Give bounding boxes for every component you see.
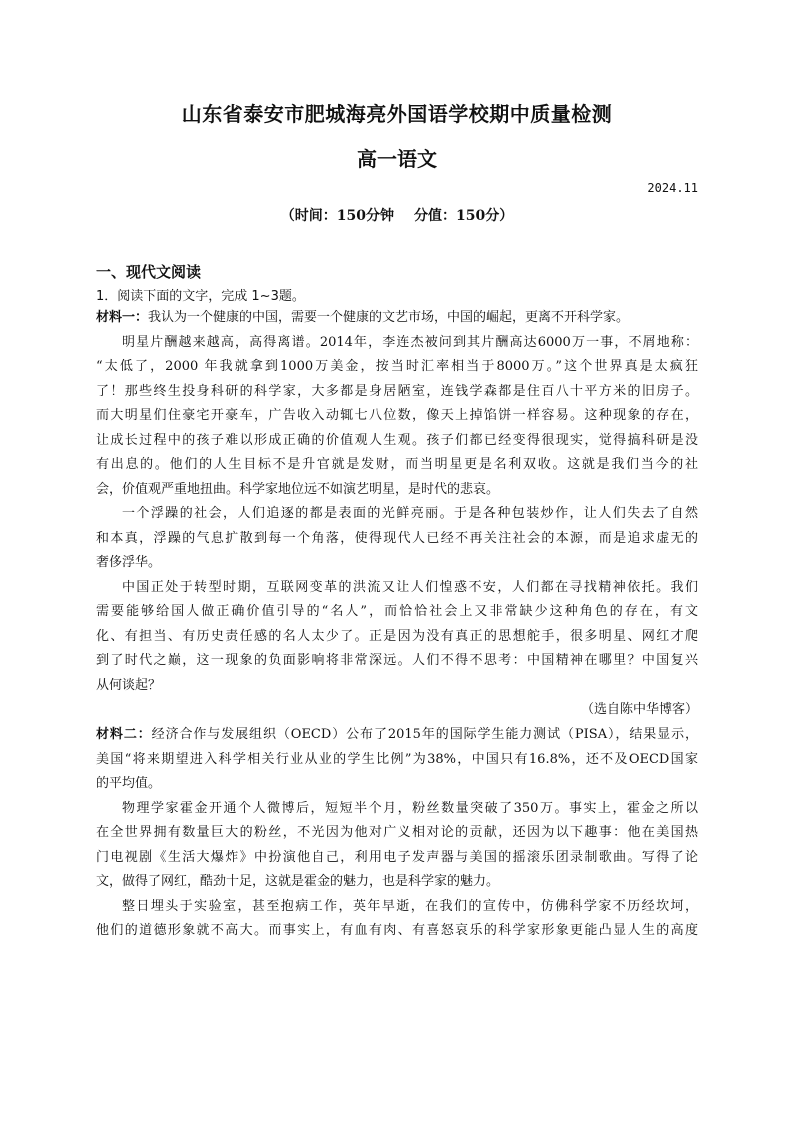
question-intro: 1．阅读下面的文字，完成 1~3题。 <box>96 289 305 304</box>
material-two-label: 材料二： <box>96 727 152 742</box>
material-two <box>96 723 698 944</box>
text-line: 他们的道德形象就不高大。而事实上，有血有肉、有喜怒哀乐的科学家形象更能凸显人生的高度 <box>96 923 698 938</box>
text-line: 文，做得了网红，酷劲十足，这就是霍金的魅力，也是科学家的魅力。 <box>96 874 500 889</box>
material-source: （选自陈中华博客） <box>580 702 698 717</box>
text-line: 整日埋头于实验室，甚至抱病工作，英年早逝，在我们的宣传中，仿佛科学家不历经坎坷， <box>122 898 698 914</box>
material-one-label: 材料一： <box>96 310 149 325</box>
text-line: 有出息的。他们的人生目标不是升官就是发财，而当明星更是名利双收。这就是我们当今的社 <box>96 457 698 472</box>
text-line: 需要能够给国人做正确价值引导的“名人”，而恰恰社会上又非常缺少这种角色的存在，有文 <box>96 604 698 619</box>
text-line: 明星片酬越来越高，高得离谱。2014年，李连杰被问到其片酬高达6000万一事，不屑地称： <box>122 334 698 350</box>
text-line: 了！那些终生投身科研的科学家，大多都是身居陋室，连钱学森都是住百八十平方米的旧房子。 <box>96 383 698 399</box>
text-line: 美国“将来期望进入科学相关行业从业的学生比例”为38%，中国只有16.8%，还不及OECD国家 <box>96 751 698 767</box>
text-line: 会，价值观严重地扭曲。科学家地位远不如演艺明星，是时代的悲哀。 <box>96 481 500 497</box>
text-line: 材料二：经济合作与发展组织（OECD）公布了2015年的国际学生能力测试（PISA），结果显示， <box>96 727 698 742</box>
text-line: 化、有担当、有历史责任感的名人太少了。正是因为没有真正的思想舵手，很多明星、网红才爬 <box>96 628 698 644</box>
text-line: 在全世界拥有数量巨大的粉丝，不光因为他对广义相对论的贡献，还因为以下趣事：他在美国热 <box>96 825 698 840</box>
exam-date: 2024.11 <box>647 181 698 195</box>
document-subtitle: 高一语文 <box>357 147 437 171</box>
document-title: 山东省泰安市肥城海亮外国语学校期中质量检测 <box>181 102 613 126</box>
text-line: 门电视剧《生活大爆炸》中扮演他自己，利用电子发声器与美国的摇滚乐团录制歌曲。写得了论 <box>96 849 698 865</box>
text-line: 到了时代之巅，这一现象的负面影响将非常深远。人们不得不思考：中国精神在哪里？中国复兴 <box>96 653 698 668</box>
time-info: （时间：150分钟 <box>280 208 394 224</box>
text-line: 让成长过程中的孩子难以形成正确的价值观人生观。孩子们都已经变得很现实，觉得搞科研是没 <box>96 432 698 448</box>
text-line: 物理学家霍金开通个人微博后，短短半个月，粉丝数量突破了350万。事实上，霍金之所以 <box>122 800 698 816</box>
text-line: 奢侈浮华。 <box>96 555 162 570</box>
section-title: 一、现代文阅读 <box>96 263 202 281</box>
material-one <box>96 306 698 723</box>
exam-info <box>0 205 794 225</box>
text-line: 的平均值。 <box>96 776 162 791</box>
text-line: 中国正处于转型时期，互联网变革的洪流又让人们惶惑不安，人们都在寻找精神依托。我们 <box>122 579 698 595</box>
text-line: 而大明星们住豪宅开豪车，广告收入动辄七八位数，像天上掉馅饼一样容易。这种现象的存在， <box>96 408 698 423</box>
text-line: 和本真，浮躁的气息扩散到每一个角落，使得现代人已经不再关注社会的本源，而是追求虚无的 <box>96 530 698 546</box>
text-line: 从何谈起？ <box>96 677 162 693</box>
score-info: 分值：150分） <box>414 208 514 224</box>
text-line: “太低了，2000 年我就拿到1000万美金，按当时汇率相当于8000万。”这个世界真是太疯狂 <box>96 359 698 374</box>
text-line: 一个浮躁的社会，人们追逐的都是表面的光鲜亮丽。于是各种包装炒作，让人们失去了自然 <box>122 506 698 521</box>
text-line: 材料一：我认为一个健康的中国，需要一个健康的文艺市场，中国的崛起，更离不开科学家。 <box>96 310 630 325</box>
